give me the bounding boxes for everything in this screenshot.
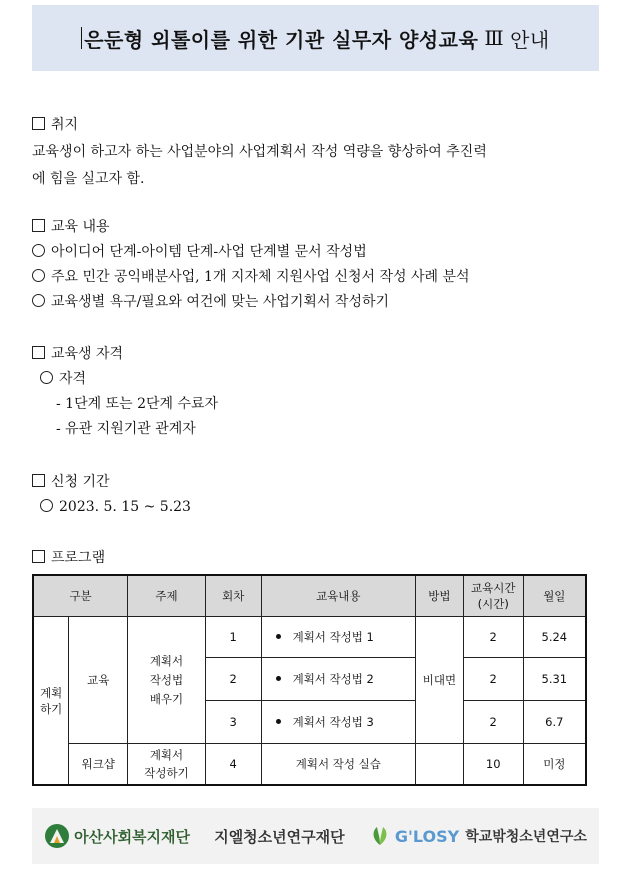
eligibility-sub: 자격 <box>59 371 87 387</box>
list-item: - 1단계 또는 2단계 수료자 <box>56 396 219 412</box>
program-table <box>32 574 587 786</box>
list-item: 교육생별 욕구/필요와 여건에 맞는 사업기획서 작성하기 <box>32 290 470 315</box>
purpose-section <box>32 113 487 192</box>
list-item: 아이디어 단계-아이템 단계-사업 단계별 문서 작성법 <box>32 240 470 265</box>
circle-bullet-icon <box>32 244 45 257</box>
header-content: 교육내용 <box>261 575 415 617</box>
glosy-leaf-icon <box>369 825 391 847</box>
hours-cell: 2 <box>463 658 523 701</box>
asan-logo-icon <box>44 823 70 849</box>
bullet-icon <box>276 719 281 724</box>
workshop-cell: 워크샵 <box>69 744 128 786</box>
table-header-row <box>33 575 586 617</box>
date-cell: 6.7 <box>523 701 586 744</box>
header-method: 방법 <box>416 575 464 617</box>
content-cell: 계획서 작성 실습 <box>261 744 415 786</box>
content-cell: 계획서 작성법 1 <box>261 617 415 658</box>
table-row <box>33 744 586 786</box>
edu-cell: 교육 <box>69 617 128 744</box>
square-bullet-icon <box>32 474 45 487</box>
edu-topic-cell: 계획서 작성법 배우기 <box>128 617 206 744</box>
purpose-line-2: 에 힘을 실고자 함. <box>32 171 145 187</box>
org-glosy <box>369 825 587 847</box>
org-asan-name: 아산사회복지재단 <box>74 827 191 846</box>
header-hours: 교육시간 (시간) <box>463 575 523 617</box>
session-cell: 3 <box>205 701 261 744</box>
footer-logos <box>32 808 599 864</box>
purpose-line-1: 교육생이 하고자 하는 사업분야의 사업계획서 작성 역량을 향상하여 추진력 <box>32 144 487 160</box>
square-bullet-icon <box>32 346 45 359</box>
bullet-icon <box>276 634 281 639</box>
circle-bullet-icon <box>40 371 53 384</box>
date-cell: 5.31 <box>523 658 586 701</box>
circle-bullet-icon <box>32 269 45 282</box>
session-cell: 1 <box>205 617 261 658</box>
content-section <box>32 215 470 315</box>
program-heading: 프로그램 <box>51 550 106 566</box>
square-bullet-icon <box>32 550 45 563</box>
title-suffix: 안내 <box>510 27 550 52</box>
content-cell: 계획서 작성법 2 <box>261 658 415 701</box>
workshop-topic-cell: 계획서 작성하기 <box>128 744 206 786</box>
session-cell: 4 <box>205 744 261 786</box>
eligibility-section <box>32 342 218 442</box>
session-cell: 2 <box>205 658 261 701</box>
method-cell-empty <box>416 744 464 786</box>
title-roman: Ⅲ <box>484 26 505 50</box>
text-cursor <box>81 27 82 49</box>
period-section <box>32 470 191 520</box>
list-item: 주요 민간 공익배분사업, 1개 지자체 지원사업 신청서 작성 사례 분석 <box>32 265 470 290</box>
list-item: - 유관 지원기관 관계자 <box>56 421 196 437</box>
period-heading: 신청 기간 <box>51 474 110 490</box>
group-cell: 계획 하기 <box>33 617 69 786</box>
table-row <box>33 617 586 658</box>
date-cell: 미정 <box>523 744 586 786</box>
square-bullet-icon <box>32 117 45 130</box>
org-glosy-name: 학교밖청소년연구소 <box>465 829 587 845</box>
header-topic: 주제 <box>128 575 206 617</box>
hours-cell: 10 <box>463 744 523 786</box>
circle-bullet-icon <box>40 499 53 512</box>
hours-cell: 2 <box>463 617 523 658</box>
period-value: 2023. 5. 15 ~ 5.23 <box>59 499 191 515</box>
program-section <box>32 546 105 571</box>
org-glosy-logo: G'LOSY <box>394 826 460 846</box>
page-title <box>32 5 599 71</box>
title-main: 은둔형 외톨이를 위한 기관 실무자 양성교육 <box>84 27 479 52</box>
content-cell: 계획서 작성법 3 <box>261 701 415 744</box>
bullet-icon <box>276 676 281 681</box>
content-heading: 교육 내용 <box>51 219 110 235</box>
header-category: 구분 <box>33 575 128 617</box>
circle-bullet-icon <box>32 294 45 307</box>
square-bullet-icon <box>32 219 45 232</box>
org-jiel <box>214 826 344 847</box>
header-date: 월일 <box>523 575 586 617</box>
hours-cell: 2 <box>463 701 523 744</box>
header-session: 회차 <box>205 575 261 617</box>
method-cell: 비대면 <box>416 617 464 744</box>
date-cell: 5.24 <box>523 617 586 658</box>
org-jiel-name: 지엘청소년연구재단 <box>214 827 345 846</box>
purpose-heading: 취지 <box>51 117 79 133</box>
org-asan <box>44 823 190 849</box>
eligibility-heading: 교육생 자격 <box>51 346 124 362</box>
